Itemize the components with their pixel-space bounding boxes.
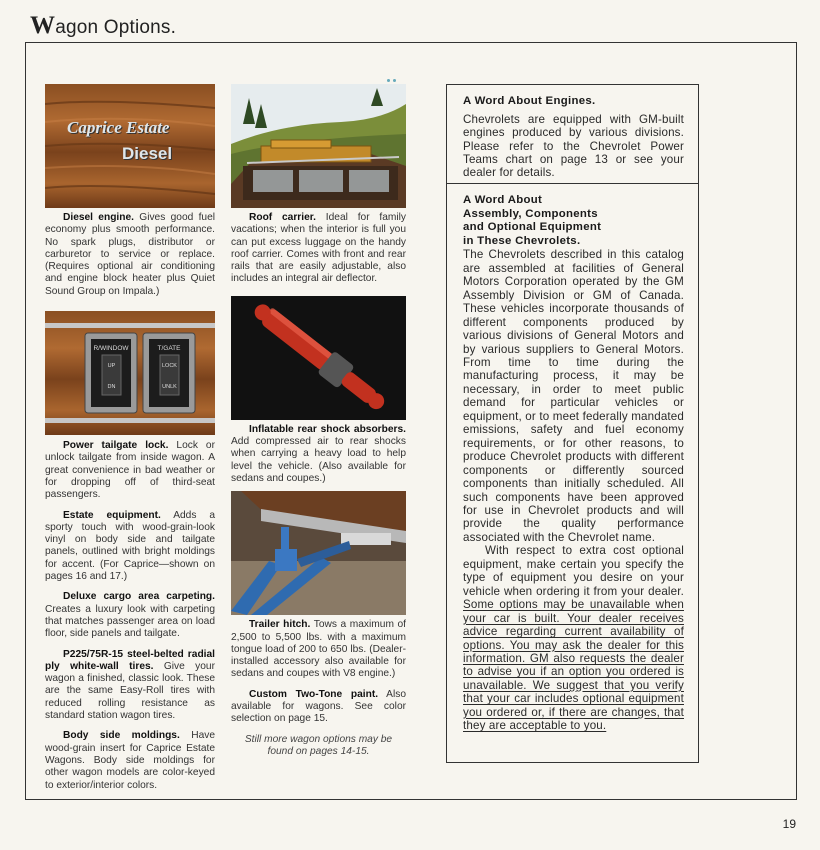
diesel-badge-text: Caprice Estate [67, 118, 170, 137]
assembly-body-1: The Chevrolets described in this catalog are assembled at facilities of General Motors Corporation operated by the GM Assembly Division or GM of Canada. These vehicles incorporate thousands of different components produced by various divisions of General Motors and by various suppliers to General Motors. From time to time during the manufacturing process, it may be necessary, in order to meet public demand for particular vehicles or equipment, or to meet federally mandated emissions, safety and fuel economy requirements, or for other reasons, to produce Chevrolet products with different components or differently sourced components than initially scheduled. All such components have been approved for use in Chevrolet products and will provide the quality performance associated with the Chevrolet name. [463, 248, 684, 544]
assembly-body-2-underlined: Some options may be unavailable when your car is built. Your dealer receives advice regarding current availability of options. You may ask the dealer for this information. GM also requests the dealer to advise you if an option you ordered is unavailable. We suggest that you verify that your car includes optional equipment you ordered or, if there are changes, that they are acceptable to you. [463, 598, 684, 733]
trailer-hitch-paragraph [231, 619, 406, 680]
engines-body: Chevrolets are equipped with GM-built engines produced by various divisions. Please refer to the Chevrolet Power Teams chart on page 13 or see your dealer for details. [463, 112, 684, 180]
cargo-carpeting-text: Creates a luxury look with carpeting that matches passenger area on load floor, side panels and tailgate. [45, 603, 215, 640]
roof-carrier-title: Roof carrier. [249, 212, 316, 223]
print-speck [393, 79, 396, 82]
window-switch-dn-label: DN [107, 384, 116, 391]
body-moldings-text: Have wood-grain insert for Caprice Estate Wagons. Body side moldings for other wagon models are color-keyed to exterior/interior colors. [45, 730, 215, 791]
tires-paragraph [45, 649, 215, 723]
roof-carrier-paragraph [231, 212, 406, 286]
shock-absorber-image [231, 296, 406, 420]
estate-equipment-paragraph [45, 510, 215, 584]
trailer-hitch-title: Trailer hitch. [249, 619, 311, 631]
tailgate-switch-unlk-label: UNLK [162, 384, 177, 391]
shock-absorber-photo [231, 296, 406, 420]
two-tone-paint-paragraph [231, 689, 406, 726]
trailer-hitch-photo [231, 491, 406, 615]
tailgate-lock-text: Lock or unlock tailgate from inside wagon. A great convenience in bad weather or for dropping off of third-seat passengers. [45, 440, 215, 501]
tailgate-switch-lock-label: LOCK [162, 363, 177, 370]
assembly-heading-line4: in These Chevrolets. [463, 234, 581, 247]
diesel-engine-paragraph [45, 212, 215, 298]
diesel-badge-photo [45, 84, 215, 208]
tailgate-lock-title: Power tailgate lock. [63, 440, 169, 452]
shock-absorber-text: Add compressed air to rear shocks when carrying a heavy load to help level the vehicle. (Also available for sedans and coupes.) [231, 436, 406, 484]
engines-heading: A Word About Engines. [463, 95, 596, 107]
window-switch-label: R/WINDOW [93, 345, 129, 353]
shock-absorber-title: Inflatable rear shock absorbers. [249, 423, 406, 435]
page-number: 19 [782, 817, 796, 831]
assembly-box [446, 183, 699, 763]
switch-panel-image [45, 311, 215, 435]
trailer-hitch-image [231, 491, 406, 615]
diesel-engine-text: Gives good fuel economy plus smooth performance. No spark plugs, distributor or carburetor to service or replace. (Requires optional air conditioning and engine block heater plus Quiet Sound Group on Impala.) [45, 212, 215, 297]
roof-carrier-image [231, 84, 406, 208]
body-moldings-paragraph [45, 730, 215, 791]
engines-box [446, 84, 699, 184]
estate-equipment-title: Estate equipment. [63, 509, 161, 521]
assembly-heading-line1: A Word About [463, 194, 543, 206]
window-switch-up-label: UP [107, 363, 116, 370]
two-tone-paint-text: Also available for wagons. See color selection on page 15. [231, 688, 406, 725]
trailer-hitch-text: Tows a maximum of 2,500 to 5,500 lbs. with a maximum tongue load of 200 to 650 lbs. (Dealer-installed accessory also available for sedans and coupes with V8 engine.) [231, 619, 407, 680]
assembly-heading-line3: and Optional Equipment [463, 221, 602, 234]
tailgate-switch-photo [45, 311, 215, 435]
assembly-body-2-plain: With respect to extra cost optional equipment, make certain you specify the type of equipment you desire on your vehicle when ordering it from your dealer. [463, 544, 684, 598]
title-rest: agon Options. [55, 17, 177, 38]
shock-absorber-paragraph [231, 424, 406, 485]
assembly-body-2 [463, 544, 684, 732]
assembly-heading-line2: Assembly, Components [463, 207, 598, 220]
column-left [45, 84, 215, 792]
title-drop-cap: W [30, 12, 56, 39]
column-middle [231, 84, 406, 758]
diesel-badge-text-2: Diesel [122, 144, 173, 163]
tailgate-switch-label: T/GATE [157, 345, 181, 353]
roof-carrier-text: Ideal for family vacations; when the interior is full you can put excess luggage on the handy roof carrier. Comes with front and rear rails that are easily adjustable, also includes an integral air deflector. [231, 212, 407, 285]
estate-equipment-text: Adds a sporty touch with wood-grain-look vinyl on body side and tailgate panels, outlined with bright moldings for accent. (For Caprice—shown on pages 16 and 17.) [45, 509, 216, 583]
cargo-carpeting-title: Deluxe cargo area carpeting. [63, 591, 215, 603]
body-moldings-title: Body side moldings. [63, 730, 180, 742]
more-options-note: Still more wagon options may be found on pages 14-15. [244, 733, 393, 757]
tires-text: Give your wagon a finished, classic look. These are the same Easy-Roll tires with reduced rolling resistance as standard station wagon tires. [45, 660, 215, 722]
tires-title: P225/75R-15 steel-belted radial ply white-wall tires. [45, 648, 215, 672]
tailgate-lock-paragraph [45, 440, 215, 501]
print-speck [387, 79, 390, 82]
assembly-heading [463, 194, 684, 248]
cargo-carpeting-paragraph [45, 591, 215, 640]
diesel-engine-title: Diesel engine. [63, 212, 134, 223]
two-tone-paint-title: Custom Two-Tone paint. [249, 688, 379, 700]
page-title [30, 12, 176, 40]
roof-carrier-photo [231, 84, 406, 208]
